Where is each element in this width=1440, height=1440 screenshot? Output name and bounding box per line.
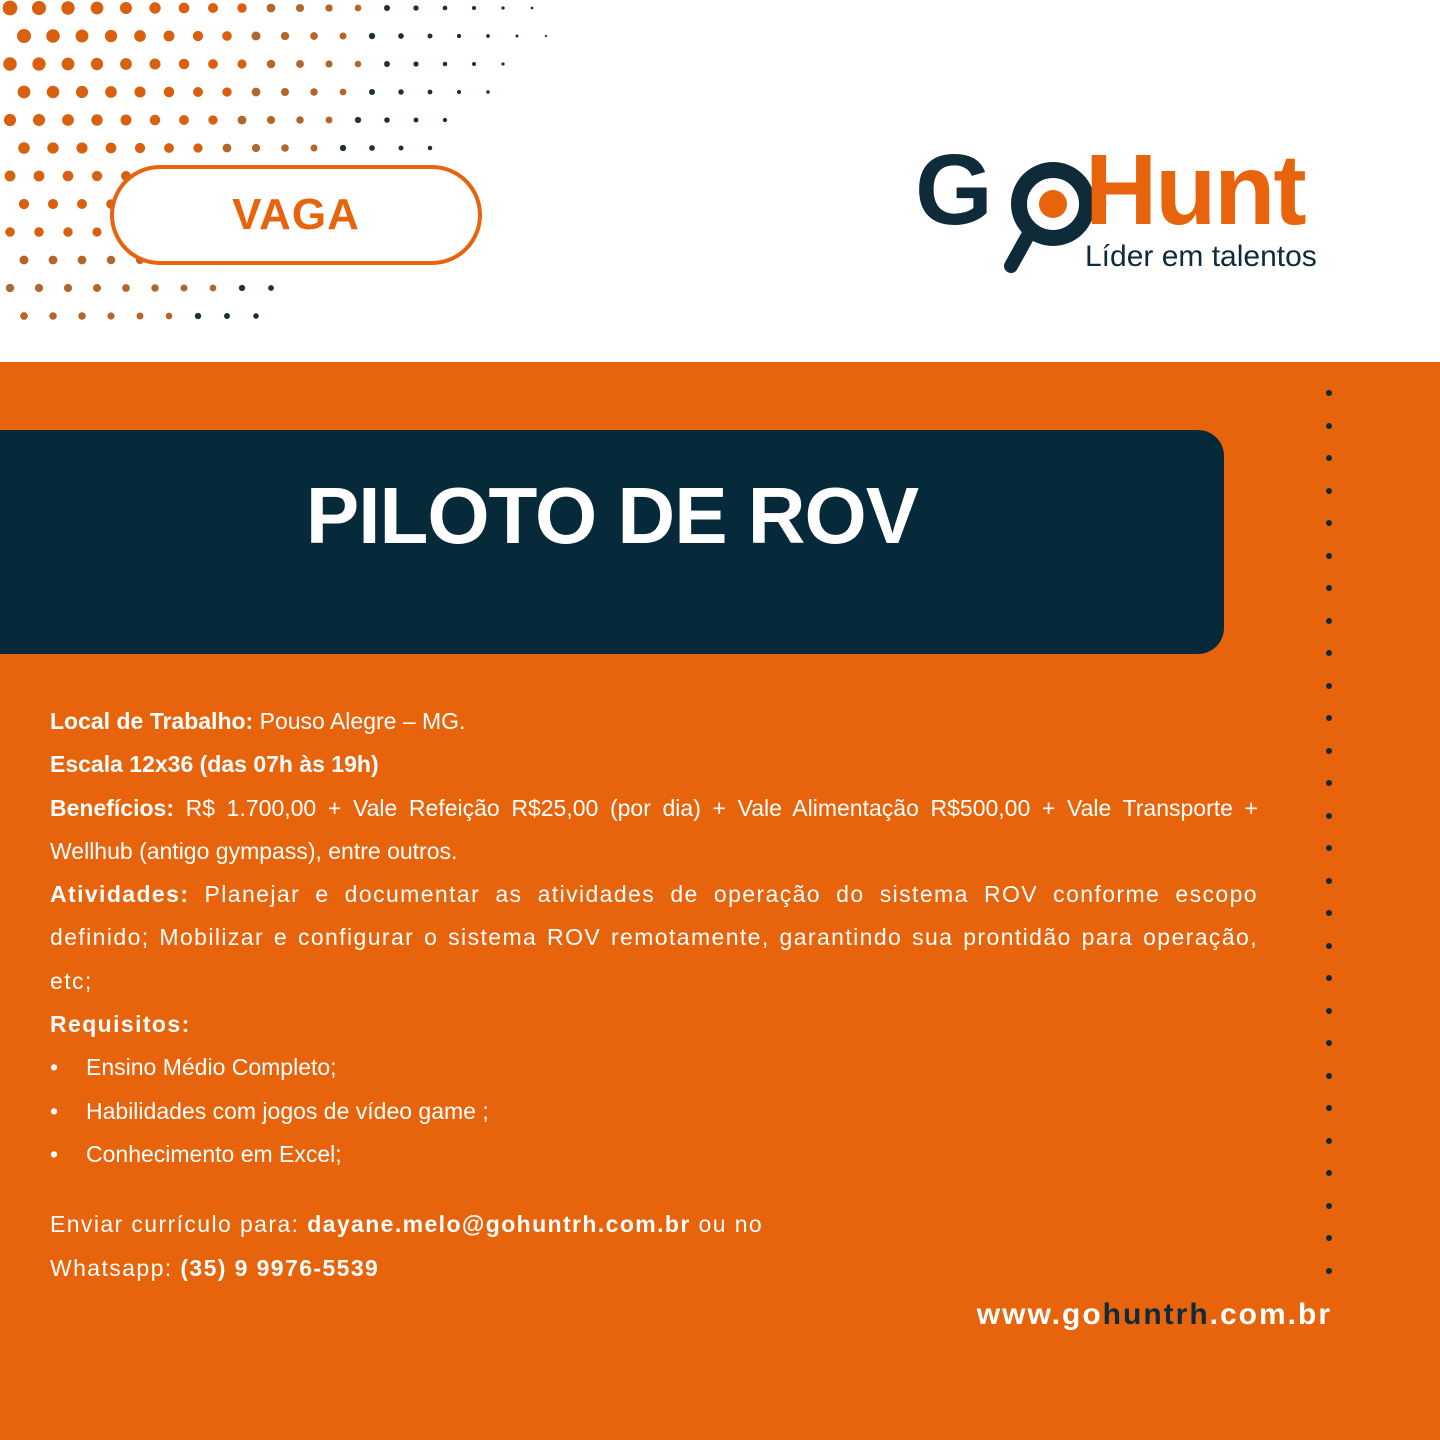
halftone-dot (18, 142, 30, 154)
halftone-dot (34, 227, 44, 237)
halftone-dot (4, 114, 16, 126)
halftone-dot (92, 227, 101, 236)
halftone-dot (105, 86, 117, 98)
requisito-text: Conhecimento em Excel; (86, 1140, 342, 1167)
vaga-label: VAGA (232, 190, 360, 239)
halftone-dot (238, 116, 247, 125)
halftone-dot (179, 59, 189, 69)
halftone-dot (193, 143, 202, 152)
halftone-dot (281, 88, 289, 96)
whatsapp-label: Whatsapp: (50, 1254, 181, 1281)
halftone-dot (516, 35, 519, 38)
halftone-dot (486, 90, 489, 93)
halftone-dot (325, 60, 332, 67)
local-value: Pouso Alegre – MG. (253, 708, 466, 734)
contact-email-line (50, 1203, 1258, 1246)
halftone-dot (166, 313, 173, 320)
vertical-dot (1326, 520, 1332, 526)
halftone-dot (252, 144, 260, 152)
halftone-dot (107, 312, 114, 319)
halftone-dot (78, 256, 87, 265)
halftone-dot (63, 171, 74, 182)
halftone-dot (252, 32, 261, 41)
halftone-dot (443, 6, 448, 11)
halftone-dot (222, 31, 232, 41)
atividades-label: Atividades: (50, 881, 190, 908)
list-item (50, 1133, 1258, 1176)
halftone-dot (105, 30, 117, 42)
halftone-dot (5, 171, 16, 182)
halftone-dot (239, 285, 245, 291)
halftone-dot (135, 143, 145, 153)
vertical-dot (1326, 1235, 1332, 1241)
halftone-dot (179, 115, 189, 125)
halftone-dot (49, 256, 58, 265)
halftone-dot (63, 227, 72, 236)
halftone-dot (3, 1, 18, 16)
halftone-dot (501, 6, 504, 9)
halftone-dot (164, 143, 174, 153)
halftone-dot (428, 34, 433, 39)
halftone-dot (48, 199, 58, 209)
local-label: Local de Trabalho: (50, 708, 254, 734)
halftone-dot (531, 7, 534, 10)
halftone-dot (62, 58, 75, 71)
halftone-dot (398, 33, 404, 39)
halftone-dot (78, 312, 85, 319)
halftone-dot (340, 145, 346, 151)
vertical-dot (1326, 423, 1332, 429)
halftone-dot (121, 115, 132, 126)
halftone-dot (267, 116, 275, 124)
halftone-dot (150, 115, 160, 125)
halftone-dot (64, 284, 72, 292)
halftone-dot (428, 90, 433, 95)
halftone-dot (355, 117, 361, 123)
halftone-dot (92, 171, 102, 181)
vertical-dot (1326, 1170, 1332, 1176)
vertical-dot (1326, 650, 1332, 656)
halftone-dot (267, 60, 276, 69)
halftone-dot (164, 31, 175, 42)
halftone-dot (384, 117, 390, 123)
requisito-text: Habilidades com jogos de vídeo game ; (86, 1097, 489, 1124)
vertical-dot (1326, 910, 1332, 916)
halftone-dot (311, 145, 318, 152)
halftone-dot (76, 142, 87, 153)
halftone-dot (355, 61, 362, 68)
halftone-dot (134, 86, 145, 97)
halftone-dot (195, 313, 201, 319)
logo-g: G (915, 134, 991, 246)
halftone-dot (310, 88, 317, 95)
halftone-dot (369, 145, 375, 151)
halftone-dot (32, 57, 45, 70)
halftone-dot (486, 34, 490, 38)
halftone-dot (326, 117, 333, 124)
atividades-value: Planejar e documentar as atividades de operação do sistema ROV conforme escopo definido; Mobilizar e configurar o sistema ROV remotamente, garantindo sua prontidão para operação, etc; (50, 881, 1258, 994)
halftone-dot (237, 3, 246, 12)
url-go: go (1062, 1298, 1103, 1331)
vertical-dot (1326, 975, 1332, 981)
halftone-dot (106, 143, 117, 154)
halftone-dot (17, 29, 31, 43)
halftone-dot (107, 256, 115, 264)
halftone-dot (457, 34, 461, 38)
halftone-dot (369, 89, 375, 95)
halftone-dot (164, 87, 175, 98)
vertical-dot (1326, 1268, 1332, 1274)
vertical-dot (1326, 1105, 1332, 1111)
halftone-dot (76, 30, 89, 43)
escala-line: Escala 12x36 (das 07h às 19h) (50, 751, 379, 778)
vertical-dot (1326, 553, 1332, 559)
halftone-dot (237, 59, 246, 68)
halftone-dot (91, 114, 102, 125)
vertical-dot (1326, 780, 1332, 786)
halftone-dot (281, 144, 289, 152)
url-prefix: www. (976, 1298, 1063, 1331)
halftone-dot (210, 285, 217, 292)
halftone-dot (5, 227, 15, 237)
halftone-dot (91, 58, 103, 70)
halftone-dot (428, 146, 432, 150)
vertical-dot (1326, 845, 1332, 851)
halftone-dot (340, 89, 347, 96)
contact-phone[interactable]: (35) 9 9976-5539 (180, 1254, 380, 1281)
vertical-dot (1326, 390, 1332, 396)
halftone-dot (310, 32, 318, 40)
halftone-dot (120, 58, 132, 70)
halftone-dot (472, 6, 476, 10)
job-title: PILOTO DE ROV (305, 471, 919, 560)
halftone-dot (501, 62, 504, 65)
vertical-dot (1326, 715, 1332, 721)
halftone-dot (77, 199, 87, 209)
halftone-dot (208, 3, 218, 13)
halftone-dot (443, 118, 447, 122)
halftone-dot (340, 33, 347, 40)
halftone-dot (457, 90, 461, 94)
bullet-icon: • (50, 1097, 59, 1124)
vertical-dot (1326, 618, 1332, 624)
vertical-dot (1326, 813, 1332, 819)
spacer (50, 1176, 1258, 1203)
halftone-dot (414, 118, 419, 123)
list-item (50, 1090, 1258, 1133)
halftone-dot (20, 256, 29, 265)
beneficios-value: R$ 1.700,00 + Vale Refeição R$25,00 (por dia) + Vale Alimentação R$500,00 + Vale Transporte + Wellhub (antigo gympass), entre outros. (50, 794, 1258, 864)
halftone-dot (120, 2, 132, 14)
halftone-dot (208, 115, 217, 124)
halftone-dot (93, 284, 101, 292)
vertical-dot (1326, 1040, 1332, 1046)
halftone-dot (91, 2, 104, 15)
halftone-dot (223, 144, 232, 153)
vertical-dot (1326, 943, 1332, 949)
vertical-dot (1326, 1008, 1332, 1014)
halftone-dot (413, 5, 418, 10)
halftone-dot (47, 142, 58, 153)
vertical-dot (1326, 1203, 1332, 1209)
halftone-dot (472, 62, 476, 66)
halftone-dot (268, 285, 274, 291)
vertical-dot (1326, 878, 1332, 884)
halftone-dot (398, 145, 403, 150)
halftone-dot (179, 3, 190, 14)
list-item (50, 1046, 1258, 1089)
local-line (50, 700, 1258, 743)
halftone-dot (296, 60, 304, 68)
url-suffix: .com.br (1209, 1298, 1332, 1331)
logo-tagline: Líder em talentos (1085, 240, 1317, 273)
halftone-dot (224, 313, 230, 319)
contact-prefix: Enviar currículo para: (50, 1211, 308, 1238)
atividades-line (50, 873, 1258, 1003)
requisito-text: Ensino Médio Completo; (86, 1054, 337, 1081)
halftone-dot (193, 87, 203, 97)
requisitos-label: Requisitos: (50, 1011, 191, 1038)
website-link[interactable] (977, 1298, 1332, 1332)
halftone-dot (134, 30, 146, 42)
bullet-icon: • (50, 1140, 59, 1167)
vertical-dot (1326, 455, 1332, 461)
contact-phone-line (50, 1247, 1258, 1290)
halftone-dot (325, 4, 332, 11)
halftone-dot (19, 199, 29, 209)
halftone-dot (222, 87, 231, 96)
vertical-dot (1326, 1073, 1332, 1079)
halftone-dot (49, 312, 57, 320)
halftone-dot (122, 284, 130, 292)
gohunt-logo (915, 134, 1345, 280)
vertical-dot (1326, 488, 1332, 494)
halftone-dot (32, 1, 46, 15)
halftone-dot (18, 86, 31, 99)
halftone-dot (296, 4, 304, 12)
beneficios-label: Benefícios: (50, 794, 174, 821)
vertical-dot (1326, 585, 1332, 591)
beneficios-line (50, 787, 1258, 874)
halftone-dot (149, 2, 160, 13)
vertical-dot (1326, 748, 1332, 754)
halftone-dot (398, 89, 403, 94)
halftone-dot (137, 313, 144, 320)
halftone-dot (47, 86, 60, 99)
halftone-dot (267, 4, 276, 13)
halftone-dot (281, 32, 289, 40)
halftone-dot (3, 57, 17, 71)
halftone-dot (208, 59, 218, 69)
halftone-dot (384, 5, 390, 11)
vertical-dot (1326, 1138, 1332, 1144)
url-hunt: huntrh (1102, 1298, 1210, 1331)
vertical-dot-line (1322, 390, 1336, 1280)
contact-email[interactable]: dayane.melo@gohuntrh.com.br (307, 1211, 691, 1238)
halftone-dot (384, 61, 390, 67)
halftone-dot (253, 313, 259, 319)
halftone-dot (35, 284, 43, 292)
job-details (50, 700, 1258, 1290)
halftone-dot (76, 86, 88, 98)
halftone-dot (545, 35, 547, 37)
halftone-dot (151, 284, 158, 291)
halftone-dot (46, 29, 60, 43)
halftone-dot (355, 5, 362, 12)
halftone-dot (413, 61, 418, 66)
halftone-dot (149, 58, 160, 69)
halftone-dot (62, 114, 74, 126)
logo-hunt-text: Hunt (1085, 134, 1305, 246)
vaga-badge (110, 165, 482, 265)
halftone-dot (20, 312, 28, 320)
halftone-dot (180, 284, 187, 291)
halftone-dot (252, 88, 261, 97)
halftone-dot (369, 33, 375, 39)
contact-suffix: ou no (690, 1211, 764, 1238)
halftone-dot (34, 171, 45, 182)
bullet-icon: • (50, 1054, 59, 1081)
halftone-dot (61, 1, 74, 14)
vertical-dot (1326, 683, 1332, 689)
halftone-dot (443, 62, 448, 67)
halftone-dot (6, 284, 14, 292)
halftone-dot (296, 116, 304, 124)
logo-go-text (915, 134, 991, 246)
halftone-dot (193, 31, 203, 41)
halftone-dot (33, 114, 45, 126)
